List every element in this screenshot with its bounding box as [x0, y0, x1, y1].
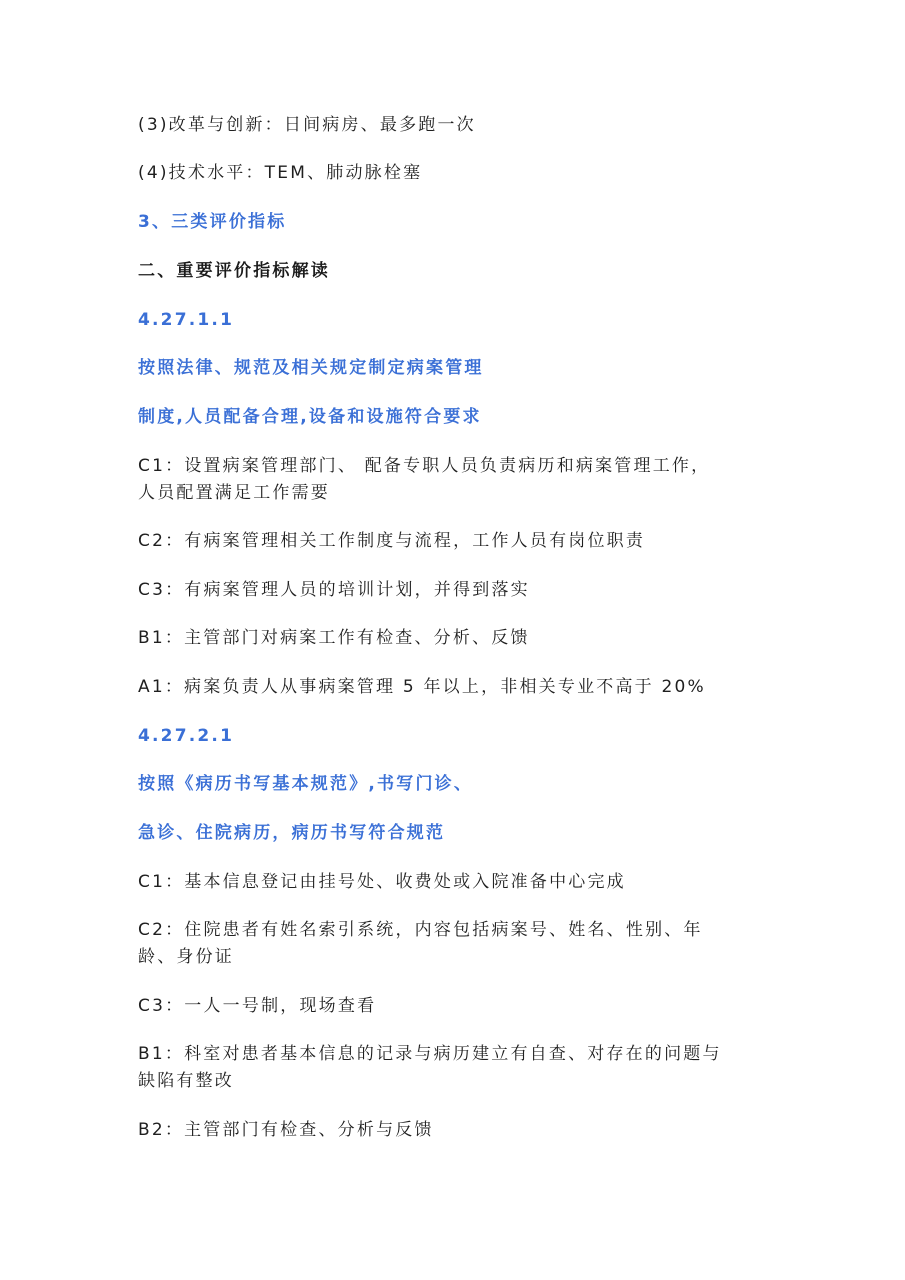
item-2-c2-line-2: 龄、身份证 — [138, 947, 234, 967]
item-a1: A1：病案负责人从事病案管理 5 年以上，非相关专业不高于 20% — [138, 677, 706, 697]
item-2-b2: B2：主管部门有检查、分析与反馈 — [138, 1120, 434, 1140]
clause-title-2-line-1: 按照《病历书写基本规范》,书写门诊、 — [138, 774, 474, 794]
item-2-b1-line-2: 缺陷有整改 — [138, 1071, 234, 1091]
item-b1: B1：主管部门对病案工作有检查、分析、反馈 — [138, 628, 530, 648]
reform-innovation-line: (3)改革与创新：日间病房、最多跑一次 — [138, 115, 476, 135]
item-c1-line-2: 人员配置满足工作需要 — [138, 483, 330, 503]
clause-number-4-27-1-1: 4.27.1.1 — [138, 310, 235, 330]
item-c2: C2：有病案管理相关工作制度与流程，工作人员有岗位职责 — [138, 531, 646, 551]
section-heading-three-types: 3、三类评价指标 — [138, 212, 287, 232]
item-c1-line-1: C1：设置病案管理部门、 配备专职人员负责病历和病案管理工作， — [138, 456, 711, 476]
item-c3: C3：有病案管理人员的培训计划，并得到落实 — [138, 580, 530, 600]
clause-number-4-27-2-1: 4.27.2.1 — [138, 726, 235, 746]
clause-title-line-2: 制度,人员配备合理,设备和设施符合要求 — [138, 407, 482, 427]
item-2-c3: C3：一人一号制，现场查看 — [138, 996, 377, 1016]
section-heading-key-indicators: 二、重要评价指标解读 — [138, 261, 330, 281]
clause-title-2-line-2: 急诊、住院病历，病历书写符合规范 — [138, 823, 446, 843]
item-2-c2-line-1: C2：住院患者有姓名索引系统，内容包括病案号、姓名、性别、年 — [138, 920, 703, 940]
item-2-c1: C1：基本信息登记由挂号处、收费处或入院准备中心完成 — [138, 872, 626, 892]
technical-level-line: (4)技术水平：TEM、肺动脉栓塞 — [138, 163, 423, 183]
item-2-b1-line-1: B1：科室对患者基本信息的记录与病历建立有自查、对存在的问题与 — [138, 1044, 722, 1064]
clause-title-line-1: 按照法律、规范及相关规定制定病案管理 — [138, 358, 484, 378]
